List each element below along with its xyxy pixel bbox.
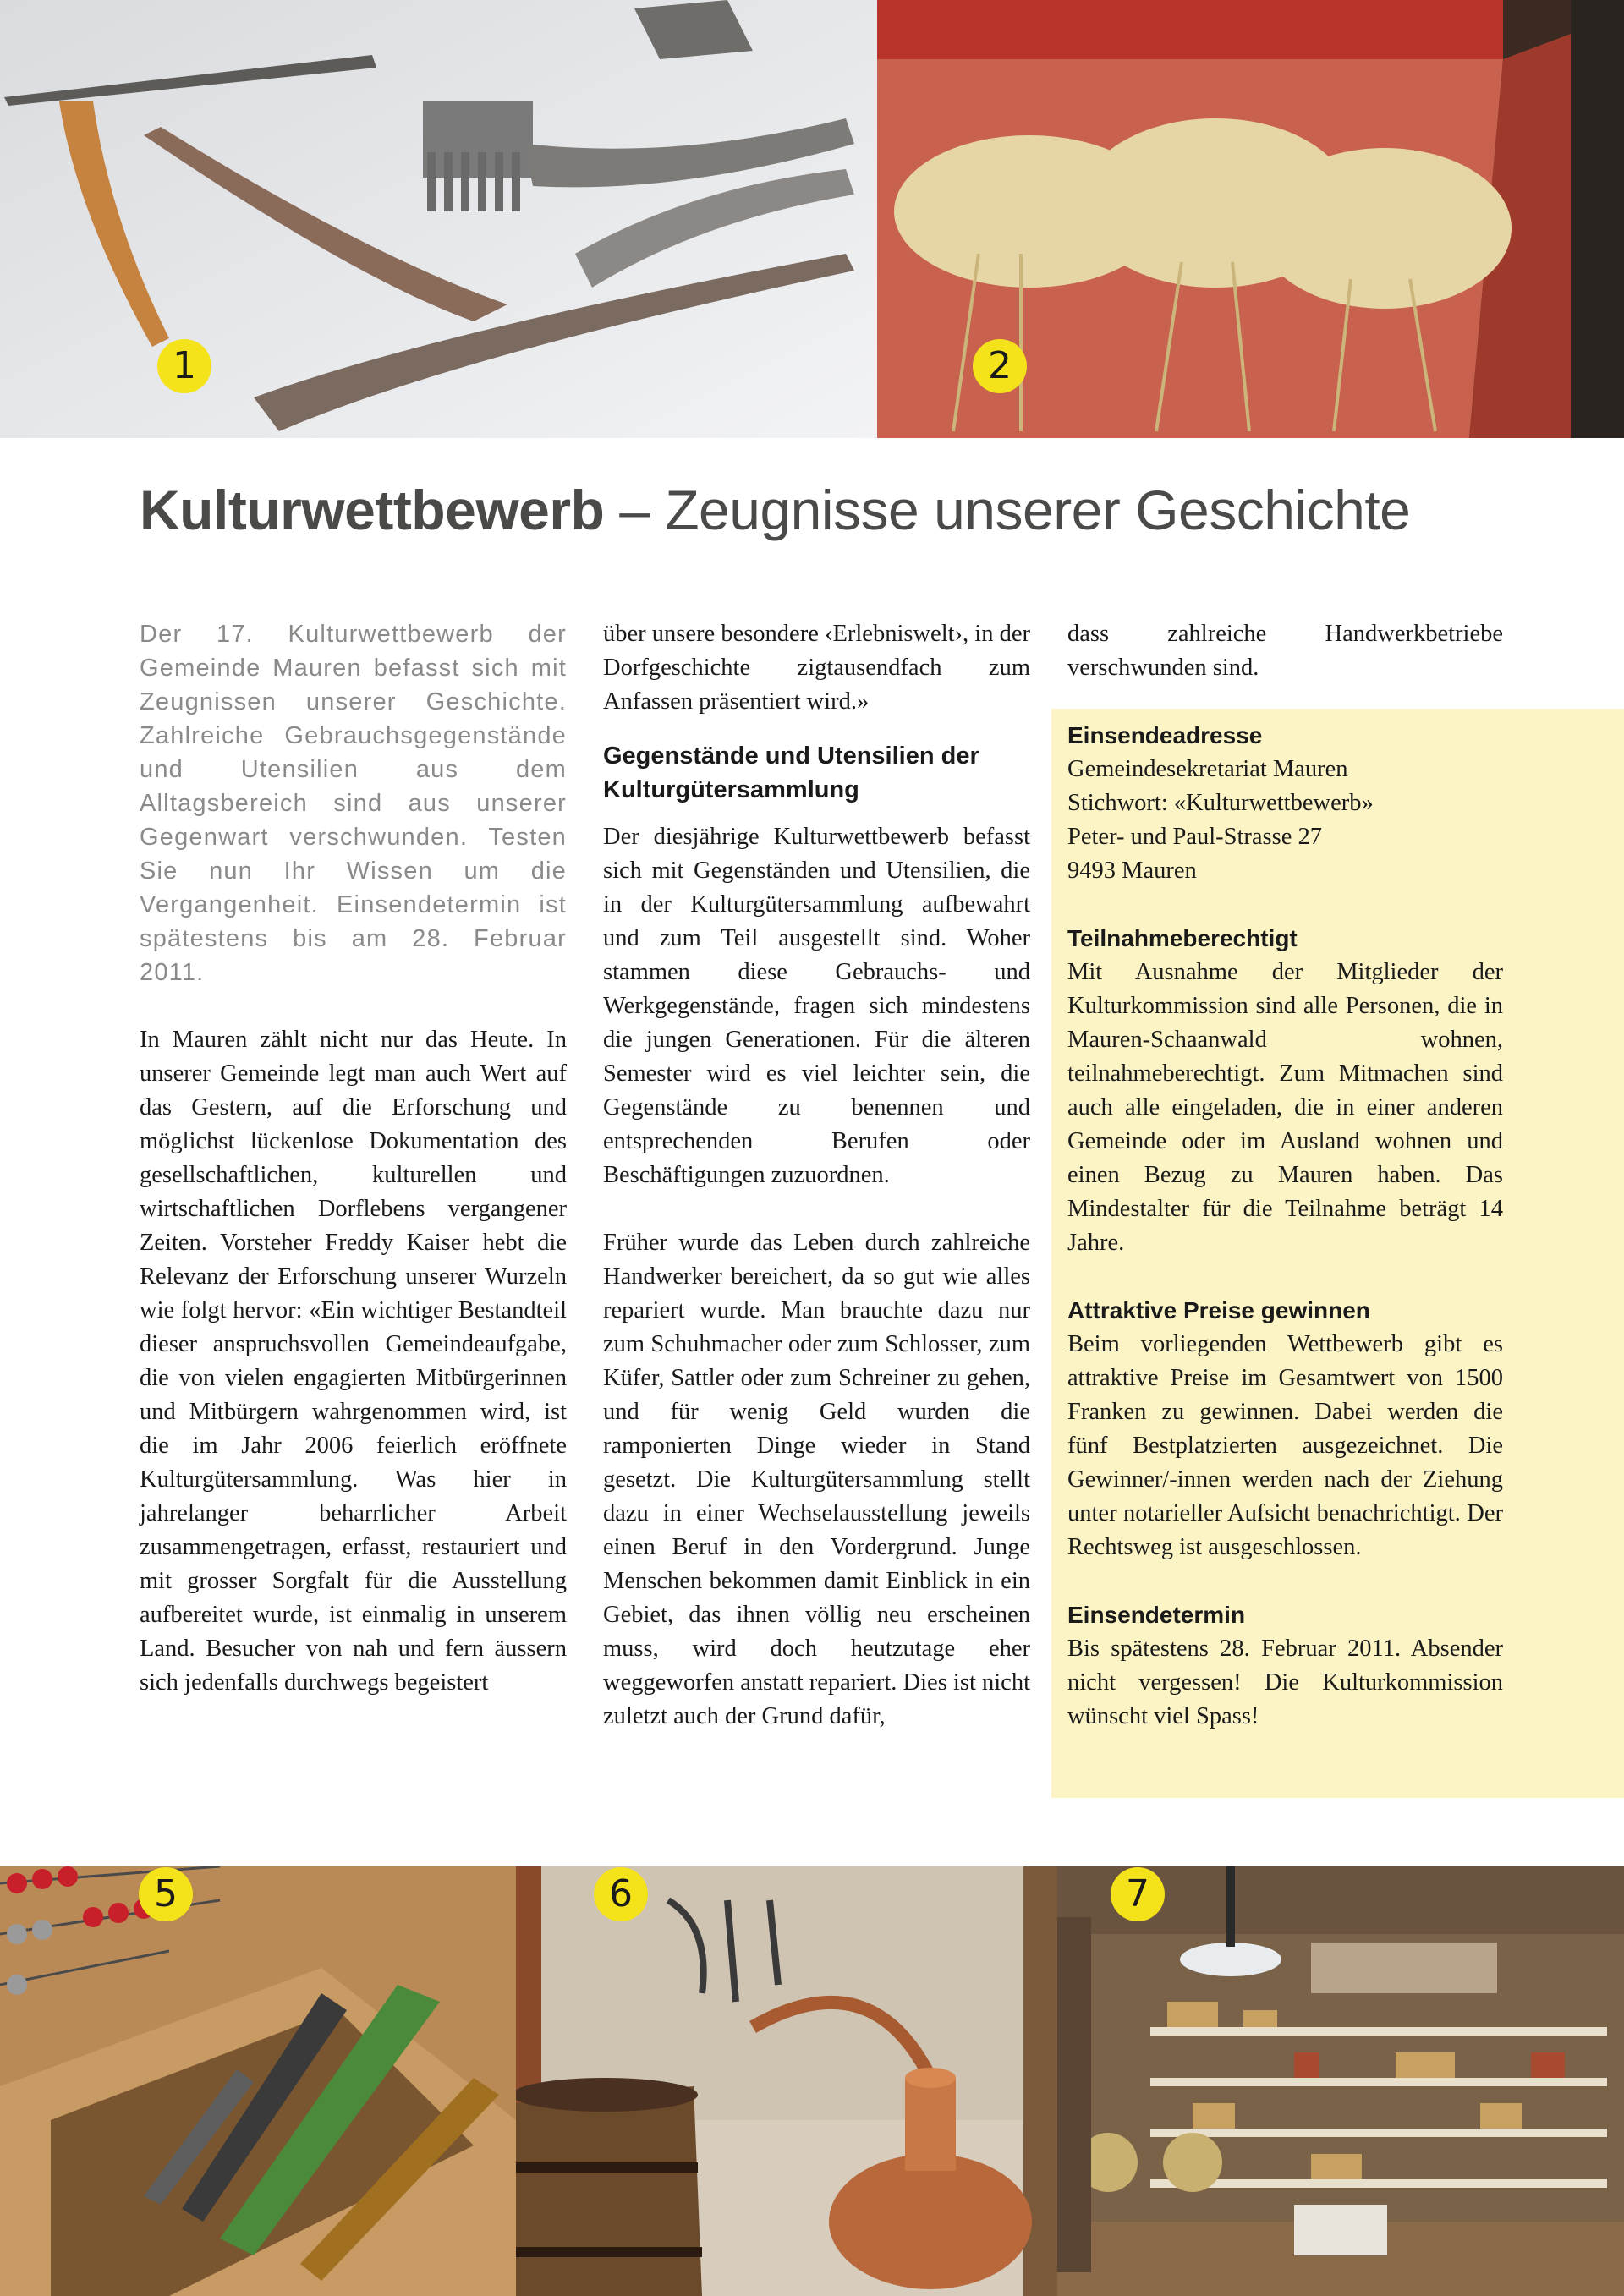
photo-number-badge: 7 bbox=[1111, 1867, 1165, 1921]
eligibility-label: Teilnahmeberechtigt bbox=[1067, 925, 1298, 951]
photo-number-badge: 5 bbox=[139, 1867, 193, 1921]
column3-continuation: dass zahlreiche Handwerkbetriebe verschwunden sind. bbox=[1067, 621, 1503, 681]
address-line: Stichwort: «Kulturwettbewerb» bbox=[1067, 790, 1374, 816]
photo-number-badge: 2 bbox=[973, 339, 1027, 393]
title-bold: Kulturwettbewerb bbox=[140, 479, 605, 541]
column-3 bbox=[1067, 617, 1503, 1734]
photo-general-store bbox=[1057, 1866, 1624, 2296]
eligibility-text: Mit Ausnahme der Mitglieder der Kulturkommission sind alle Personen, die in Mauren-Schaanwald wohnen, teilnahmeberechtigt. Zum Mitmachen sind auch alle eingeladen, die in einer anderen Gemeinde oder im Ausland wohnen und einen Bezug zu Mauren haben. Das Mindestalter für die Teilnahme beträgt 14 Jahre. bbox=[1067, 959, 1503, 1256]
photo-number-badge: 6 bbox=[594, 1867, 648, 1921]
column2-continuation: über unsere besondere ‹Erlebniswelt›, in der Dorfgeschichte zigtausendfach zum Anfassen präsentiert wird.» bbox=[603, 621, 1030, 715]
column-1 bbox=[140, 617, 567, 1700]
section-heading: Gegenstände und Utensilien der Kulturgütersammlung bbox=[603, 743, 979, 803]
deadline-text: Bis spätestens 28. Februar 2011. Absender nicht vergessen! Die Kulturkommission wünscht viel Spass! bbox=[1067, 1636, 1503, 1729]
address-line: Peter- und Paul-Strasse 27 bbox=[1067, 824, 1323, 850]
deadline-label: Einsendetermin bbox=[1067, 1602, 1246, 1628]
intro-text: Der 17. Kulturwettbewerb der Gemeinde Mauren befasst sich mit Zeugnissen unserer Geschichte. Zahlreiche Gebrauchsgegenstände und Utensilien aus dem Alltagsbereich sind aus unserer Gegenwart verschwunden. Testen Sie nun Ihr Wissen um die Vergangenheit. Einsendetermin ist spätestens bis am 28. Februar 2011. bbox=[140, 621, 567, 986]
column-2 bbox=[603, 617, 1030, 1734]
prizes-label: Attraktive Preise gewinnen bbox=[1067, 1297, 1370, 1323]
photo-copper-still bbox=[516, 1866, 1057, 2296]
column1-body: In Mauren zählt nicht nur das Heute. In unserer Gemeinde legt man auch Wert auf das Gestern, auf die Erforschung und möglichst lückenlose Dokumentation des gesellschaftlichen, kulturellen und wirtschaftlichen Dorflebens vergangener Zeiten. Vorsteher Freddy Kaiser hebt die Relevanz der Erforschung unserer Wurzeln wie folgt hervor: «Ein wichtiger Bestandteil dieser anspruchsvollen Gemeindeaufgabe, die von vielen engagierten Mitbürgerinnen und Mitbürgern wahrgenommen wird, ist die im Jahr 2006 feierlich eröffnete Kulturgütersammlung. Was hier in jahrelanger beharrlicher Arbeit zusammengetragen, erfasst, restauriert und mit grosser Sorgfalt für die Ausstellung aufbereitet wurde, ist einmalig in unserem Land. Besucher von nah und fern äussern sich jedenfalls durchwegs begeistert bbox=[140, 1027, 567, 1696]
title-rest: – Zeugnisse unserer Geschichte bbox=[604, 479, 1411, 541]
address-line: Gemeindesekretariat Mauren bbox=[1067, 756, 1348, 782]
photo-number-badge: 1 bbox=[157, 339, 211, 393]
prizes-text: Beim vorliegenden Wettbewerb gibt es attraktive Preise im Gesamtwert von 1500 Franken zu gewinnen. Dabei werden die fünf Bestplatzierten ausgezeichnet. Die Gewinner/-innen werden nach der Ziehung unter notarieller Aufsicht benachrichtigt. Der Rechtsweg ist ausgeschlossen. bbox=[1067, 1331, 1503, 1560]
prizes-block bbox=[1067, 1294, 1503, 1564]
page-title bbox=[140, 478, 1410, 542]
column2-para1: Der diesjährige Kulturwettbewerb befasst sich mit Gegenständen und Utensilien, die in der Kulturgütersammlung aufbewahrt und zum Teil ausgestellt sind. Woher stammen diese Gebrauchs- und Werkgegenstände, fragen sich mindestens die jungen Generationen. Für die älteren Semester wird es viel leichter sein, die Gegenstände zu benennen und entsprechenden Berufen oder Beschäftigungen zuzuordnen. bbox=[603, 824, 1030, 1188]
photo-wheat-bundles bbox=[877, 0, 1624, 438]
photo-pen-case bbox=[0, 1866, 516, 2296]
column2-para2: Früher wurde das Leben durch zahlreiche Handwerker bereichert, da so gut wie alles repariert wurde. Man brauchte dazu nur zum Schuhmacher oder zum Schlosser, zum Küfer, Sattler oder zum Schreiner zu gehen, und für wenig Geld wurden die ramponierten Dinge wieder in Stand gesetzt. Die Kulturgütersammlung stellt dazu in einer Wechselausstellung jeweils einen Beruf in den Vordergrund. Junge Menschen bekommen damit Einblick in ein Gebiet, das ihnen völlig neu erscheinen muss, wird doch heutzutage eher weggeworfen anstatt repariert. Dies ist nicht zuletzt auch der Grund dafür, bbox=[603, 1230, 1030, 1729]
address-line: 9493 Mauren bbox=[1067, 858, 1197, 884]
address-block bbox=[1067, 719, 1503, 888]
eligibility-block bbox=[1067, 922, 1503, 1260]
deadline-block bbox=[1067, 1598, 1503, 1734]
address-label: Einsendeadresse bbox=[1067, 722, 1263, 748]
photo-barber-tools bbox=[0, 0, 877, 438]
